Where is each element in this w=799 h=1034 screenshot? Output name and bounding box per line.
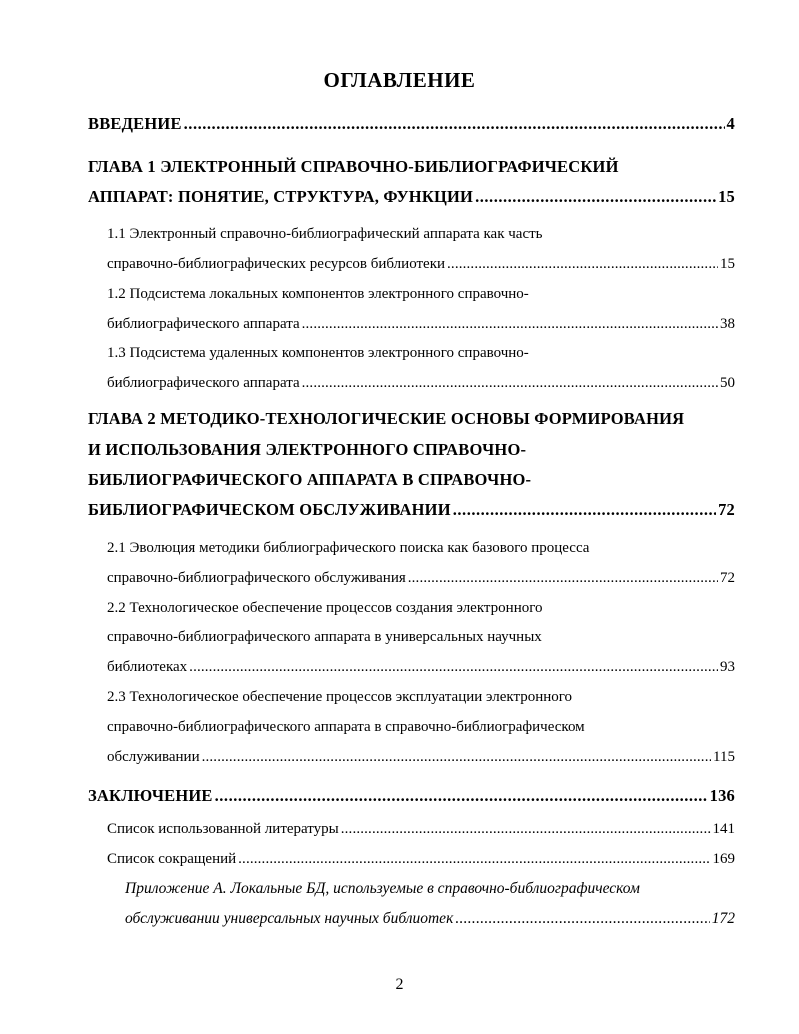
toc-entry-label: БИБЛИОГРАФИЧЕСКОМ ОБСЛУЖИВАНИИ bbox=[88, 500, 451, 519]
leader-dots bbox=[302, 316, 718, 333]
toc-entry-page: 115 bbox=[713, 749, 735, 765]
toc-entry-page: 50 bbox=[720, 375, 735, 391]
leader-dots bbox=[408, 570, 718, 587]
toc-entry-section-2-3[interactable] bbox=[107, 749, 735, 766]
leader-dots bbox=[202, 749, 711, 766]
toc-entry-section-1-1[interactable] bbox=[107, 256, 735, 273]
page-number: 2 bbox=[395, 976, 404, 993]
toc-entry-section-2-1[interactable] bbox=[107, 570, 735, 587]
toc-entry-page: 15 bbox=[720, 256, 735, 272]
toc-entry-chapter-1[interactable] bbox=[88, 187, 735, 207]
toc-section-2-3-line1[interactable]: 2.3 Технологическое обеспечение процессов эксплуатации электронного bbox=[107, 689, 573, 705]
toc-section-2-2-line1[interactable]: 2.2 Технологическое обеспечение процессов создания электронного bbox=[107, 600, 543, 616]
toc-entry-label: Список использованной литературы bbox=[107, 821, 339, 837]
toc-entry-conclusion[interactable] bbox=[88, 786, 735, 806]
toc-entry-label: библиотеках bbox=[107, 659, 188, 675]
toc-entry-label: Список сокращений bbox=[107, 851, 237, 867]
toc-section-1-1-line1[interactable]: 1.1 Электронный справочно-библиографический аппарата как часть bbox=[107, 226, 543, 242]
leader-dots bbox=[189, 659, 718, 676]
toc-entry-label: обслуживании bbox=[107, 749, 200, 765]
leader-dots bbox=[238, 851, 710, 868]
toc-entry-intro[interactable] bbox=[88, 114, 735, 134]
toc-entry-page: 72 bbox=[720, 570, 735, 586]
toc-entry-section-2-2[interactable] bbox=[107, 659, 735, 676]
toc-entry-page: 72 bbox=[718, 500, 735, 519]
toc-section-2-1-line1[interactable]: 2.1 Эволюция методики библиографического поиска как базового процесса bbox=[107, 540, 590, 556]
toc-entry-page: 169 bbox=[712, 851, 735, 867]
toc-section-1-2-line1[interactable]: 1.2 Подсистема локальных компонентов электронного справочно- bbox=[107, 286, 529, 302]
toc-chapter-1-line1[interactable]: ГЛАВА 1 ЭЛЕКТРОННЫЙ СПРАВОЧНО-БИБЛИОГРАФИЧЕСКИЙ bbox=[88, 157, 619, 176]
toc-entry-section-1-2[interactable] bbox=[107, 316, 735, 333]
toc-section-1-3-line1[interactable]: 1.3 Подсистема удаленных компонентов электронного справочно- bbox=[107, 345, 529, 361]
toc-chapter-2-line1[interactable]: ГЛАВА 2 МЕТОДИКО-ТЕХНОЛОГИЧЕСКИЕ ОСНОВЫ ФОРМИРОВАНИЯ bbox=[88, 409, 685, 428]
leader-dots bbox=[455, 910, 709, 928]
toc-chapter-2-line2[interactable]: И ИСПОЛЬЗОВАНИЯ ЭЛЕКТРОННОГО СПРАВОЧНО- bbox=[88, 440, 527, 459]
toc-entry-page: 38 bbox=[720, 316, 735, 332]
toc-entry-page: 136 bbox=[709, 786, 735, 805]
toc-entry-label: библиографического аппарата bbox=[107, 375, 300, 391]
toc-entry-page: 172 bbox=[711, 910, 735, 927]
leader-dots bbox=[475, 187, 716, 207]
toc-entry-label: АППАРАТ: ПОНЯТИЕ, СТРУКТУРА, ФУНКЦИИ bbox=[88, 187, 474, 206]
toc-entry-page: 141 bbox=[712, 821, 735, 837]
leader-dots bbox=[184, 114, 725, 134]
toc-entry-page: 4 bbox=[726, 114, 735, 133]
toc-chapter-2-line3[interactable]: БИБЛИОГРАФИЧЕСКОГО АППАРАТА В СПРАВОЧНО- bbox=[88, 470, 532, 489]
toc-appendix-line1[interactable]: Приложение А. Локальные БД, используемые в справочно-библиографическом bbox=[125, 880, 640, 897]
toc-entry-chapter-2[interactable] bbox=[88, 500, 735, 520]
toc-section-2-2-line2[interactable]: справочно-библиографического аппарата в универсальных научных bbox=[107, 629, 542, 645]
toc-entry-references[interactable] bbox=[107, 821, 735, 838]
toc-entry-label: справочно-библиографического обслуживания bbox=[107, 570, 406, 586]
toc-entry-label: обслуживании универсальных научных библиотек bbox=[125, 910, 454, 927]
toc-entry-page: 93 bbox=[720, 659, 735, 675]
toc-entry-label: ВВЕДЕНИЕ bbox=[88, 114, 182, 133]
leader-dots bbox=[453, 500, 716, 520]
toc-entry-section-1-3[interactable] bbox=[107, 375, 735, 392]
toc-entry-page: 15 bbox=[718, 187, 735, 206]
leader-dots bbox=[302, 375, 718, 392]
toc-entry-label: библиографического аппарата bbox=[107, 316, 300, 332]
toc-entry-label: справочно-библиографических ресурсов библиотеки bbox=[107, 256, 446, 272]
page-title: ОГЛАВЛЕНИЕ bbox=[323, 68, 476, 92]
toc-entry-abbreviations[interactable] bbox=[107, 851, 735, 868]
toc-entry-appendix[interactable] bbox=[125, 910, 735, 928]
toc-entry-label: ЗАКЛЮЧЕНИЕ bbox=[88, 786, 213, 805]
leader-dots bbox=[341, 821, 711, 838]
leader-dots bbox=[215, 786, 708, 806]
leader-dots bbox=[447, 256, 718, 273]
toc-section-2-3-line2[interactable]: справочно-библиографического аппарата в справочно-библиографическом bbox=[107, 719, 585, 735]
